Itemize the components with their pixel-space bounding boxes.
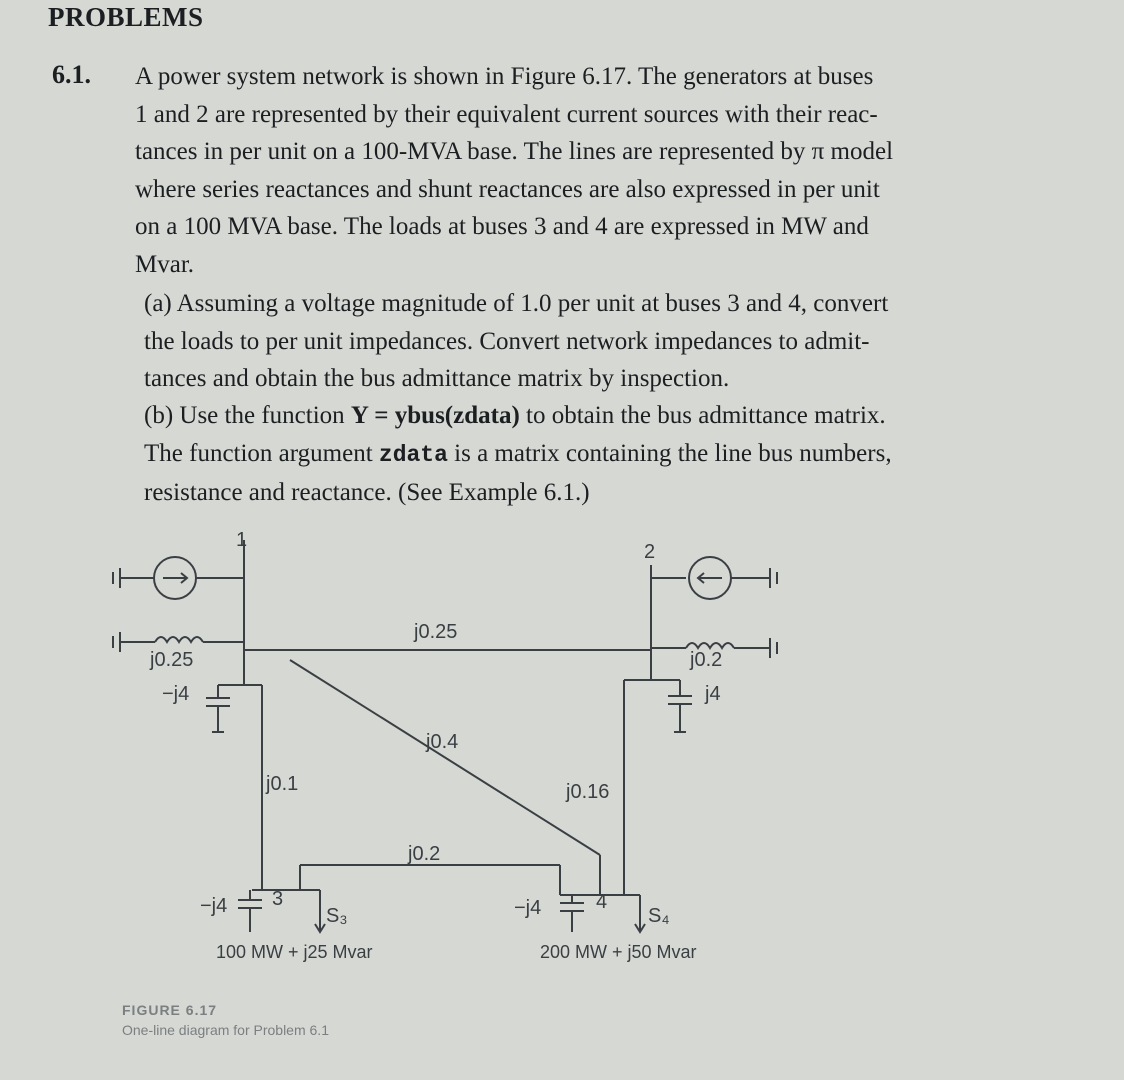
line34-label: j0.2 [408, 843, 441, 865]
line12-label: j0.25 [414, 621, 458, 643]
part-b-line2-suffix: is a matrix containing the line bus numbers, [447, 439, 892, 467]
bus2-label: 2 [644, 541, 656, 563]
gen2-reactance-label: j0.2 [690, 649, 723, 671]
load3-symbol: S₃ [326, 905, 348, 927]
load3-value: 100 MW + j25 Mvar [216, 942, 373, 962]
part-b-line-1 [144, 397, 1024, 435]
part-b-line-3: resistance and reactance. (See Example 6.1.) [144, 479, 590, 507]
line24-label: j0.16 [566, 781, 610, 803]
caption-text: One-line diagram for Problem 6.1 [122, 1022, 329, 1038]
part-a [144, 285, 1024, 398]
load4-symbol: S₄ [648, 905, 670, 927]
intro-line: on a 100 MVA base. The loads at buses 3 and 4 are expressed in MW and [135, 213, 869, 241]
caption-title: FIGURE 6.17 [122, 1002, 218, 1018]
bus4-shunt-label: −j4 [514, 897, 542, 919]
intro-line: tances in per unit on a 100-MVA base. The lines are represented by π model [135, 138, 894, 166]
section-heading: PROBLEMS [48, 2, 204, 32]
bus4-label: 4 [596, 891, 608, 913]
part-b-middle: to obtain the bus admittance matrix. [519, 402, 886, 429]
problem-number: 6.1. [52, 60, 91, 89]
figure-caption [122, 1000, 329, 1040]
problem-intro [135, 58, 1035, 284]
bus1-label: 1 [236, 529, 248, 551]
part-a-line: the loads to per unit impedances. Convert network impedances to admit- [144, 327, 870, 355]
part-a-line: tances and obtain the bus admittance matrix by inspection. [144, 365, 730, 393]
intro-line: A power system network is shown in Figure 6.17. The generators at buses [135, 63, 874, 90]
line-1-4 [290, 660, 600, 855]
part-b-code: Y = ybus(zdata) [350, 402, 520, 429]
intro-line: 1 and 2 are represented by their equivalent current sources with their reac- [135, 100, 878, 128]
part-b [144, 397, 1024, 512]
part-a-line: (a) Assuming a voltage magnitude of 1.0 per unit at buses 3 and 4, convert [144, 290, 889, 317]
intro-line: Mvar. [135, 250, 195, 278]
part-b-line2-prefix: The function argument [144, 439, 379, 467]
one-line-diagram [0, 520, 1124, 1000]
intro-line: where series reactances and shunt reactances are also expressed in per unit [135, 175, 880, 203]
bus2-shunt-label: j4 [705, 683, 721, 705]
load4-value: 200 MW + j50 Mvar [540, 942, 697, 962]
line13-label: j0.1 [266, 773, 299, 795]
gen1-reactance-label: j0.25 [150, 649, 194, 671]
bus3-label: 3 [272, 888, 284, 910]
bus1-shunt-label: −j4 [162, 683, 190, 705]
bus3-shunt-label: −j4 [200, 895, 228, 917]
gen2-reactance-coil [686, 643, 734, 648]
part-b-code2: zdata [378, 441, 448, 468]
gen1-reactance-coil [155, 637, 203, 642]
part-b-prefix: (b) Use the function [144, 402, 351, 429]
part-b-line-2 [144, 435, 1024, 475]
line14-label: j0.4 [426, 731, 459, 753]
